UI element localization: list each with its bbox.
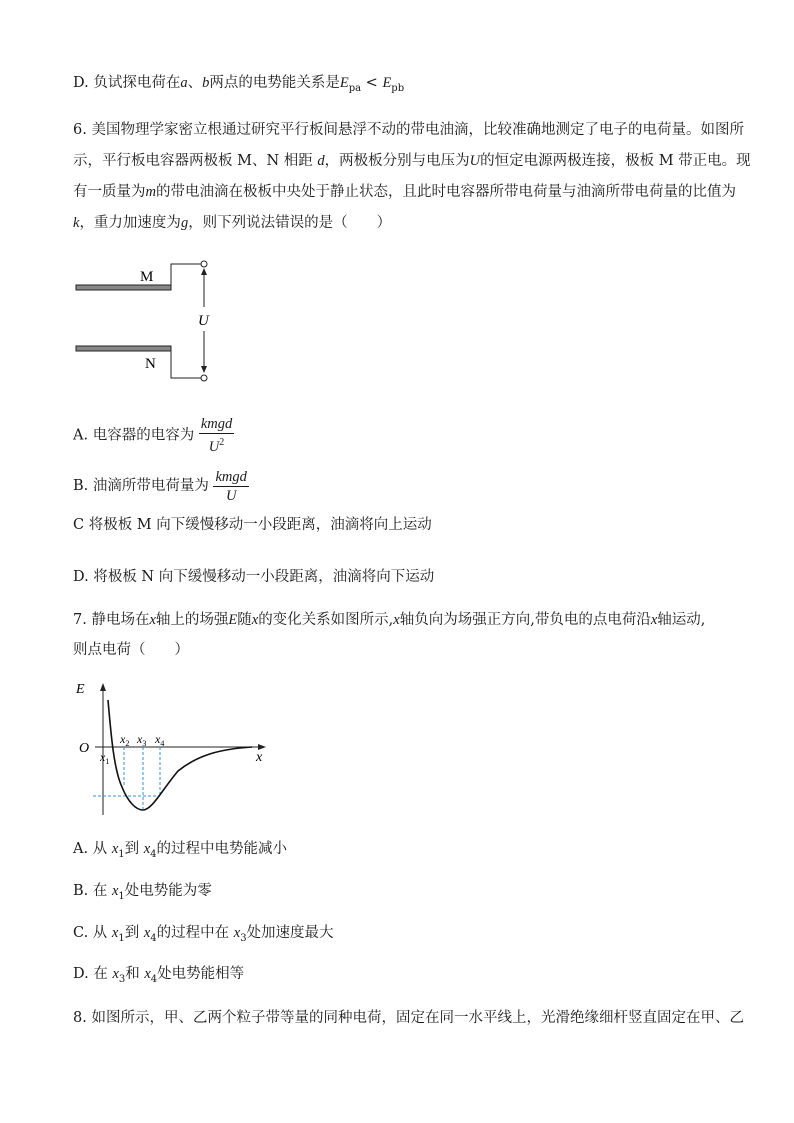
plate-M — [76, 285, 171, 290]
q7b-p2: 处电势能为零 — [124, 883, 212, 899]
var-x: x — [393, 612, 400, 628]
var-x: x — [143, 841, 151, 857]
q7-option-d — [73, 964, 244, 990]
wire-M — [171, 264, 201, 287]
label-x-axis: x — [256, 750, 263, 765]
q6-line-3-a: 有一质量为 — [73, 184, 146, 200]
q6-option-c: C 将极板 M 向下缓慢移动一小段距离，油滴将向上运动 — [73, 517, 432, 533]
label-E: E — [76, 682, 85, 697]
q5-option-d — [73, 73, 404, 99]
label-O: O — [79, 741, 90, 756]
label-x4: $x_4$ — [155, 732, 165, 748]
plate-N — [76, 346, 171, 351]
energy-a: E — [339, 75, 349, 91]
charge-numerator: kmgd — [215, 468, 247, 485]
q7-line-1-c: 随 — [237, 612, 252, 628]
q6-line-2-a: 示，平行板电容器两极板 M、N 相距 — [73, 153, 318, 169]
label-M: M — [140, 269, 154, 285]
q6-option-b — [73, 466, 249, 506]
point-a: a — [180, 75, 188, 91]
terminal-bottom — [201, 375, 207, 381]
q7a-p3: 的过程中电势能减小 — [156, 841, 288, 857]
sub: 1 — [118, 933, 125, 944]
q8-line-1: 8. 如图所示，甲、乙两个粒子带等量的同种电荷，固定在同一水平线上，光滑绝缘细杆竖直固定在甲、乙 — [73, 1010, 744, 1026]
arrow-down-head — [201, 366, 207, 373]
q7-line-1-e: 轴负向为场强正方向,带负电的点电荷沿 — [399, 612, 651, 628]
q7c-p4: 处加速度最大 — [246, 925, 334, 941]
var-x: x — [112, 966, 119, 982]
capacitance-fraction — [199, 415, 234, 456]
q5-option-d-middle: 两点的电势能关系是 — [209, 75, 340, 91]
q6-line-2-b: ，两极板分别与电压为 — [324, 153, 470, 169]
q6-line-2-c: 的恒定电源两极连接，极板 M 带正电。现 — [480, 153, 751, 169]
var-x: x — [111, 841, 119, 857]
q7a-p1: A. 从 — [73, 841, 112, 857]
q6-line-1: 6. 美国物理学家密立根通过研究平行板间悬浮不动的带电油滴，比较准确地测定了电子的电荷量。如图所 — [73, 122, 744, 138]
terminal-top — [201, 261, 207, 267]
q7-line-1-a: 7. 静电场在 — [73, 612, 150, 628]
e-axis-arrow — [100, 683, 106, 691]
label-x3: $x_3$ — [137, 732, 147, 748]
sub: 1 — [118, 849, 125, 860]
var-U: U — [469, 153, 481, 169]
sub: 4 — [150, 974, 158, 985]
label-x2: $x_2$ — [120, 732, 130, 748]
q7c-p2: 到 — [124, 925, 144, 941]
var-g: g — [180, 215, 189, 231]
q7d-p1: D. 在 — [73, 966, 113, 982]
q7a-p2: 到 — [124, 841, 144, 857]
energy-b: E — [382, 75, 392, 91]
point-b: b — [202, 75, 210, 91]
q6-line-3-b: 的带电油滴在极板中央处于静止状态，且此时电容器所带电荷量与油滴所带电荷量的比值为 — [155, 184, 736, 200]
energy-b-sub: pb — [391, 83, 405, 94]
q5-option-d-prefix: D. 负试探电荷在 — [73, 75, 181, 91]
q7c-p1: C. 从 — [73, 925, 112, 941]
q6-option-a-text: A. 电容器的电容为 — [73, 427, 195, 444]
separator: 、 — [187, 75, 203, 91]
label-N: N — [145, 356, 156, 372]
var-E: E — [228, 612, 238, 628]
var-x: x — [143, 925, 151, 941]
sub: 4 — [150, 849, 157, 860]
q7d-p2: 和 — [125, 966, 145, 982]
var-x: x — [111, 883, 119, 899]
sub: 1 — [118, 891, 125, 902]
q7-option-c — [73, 923, 334, 949]
var-x: x — [251, 612, 259, 628]
capacitance-den-exp: 2 — [219, 437, 225, 448]
q7-option-a — [73, 839, 287, 865]
var-x: x — [650, 612, 658, 628]
capacitance-numerator: kmgd — [200, 416, 233, 432]
q7b-p1: B. 在 — [73, 883, 112, 899]
sub: 3 — [118, 974, 126, 985]
var-k: k — [73, 215, 80, 231]
var-m: m — [145, 184, 156, 200]
capacitor-figure — [70, 255, 230, 390]
q6-option-b-text: B. 油滴所带电荷量为 — [73, 478, 209, 494]
label-U: U — [198, 313, 209, 329]
label-x1: $x_1$ — [100, 750, 110, 766]
sub: 4 — [150, 933, 157, 944]
less-than: < — [361, 75, 383, 91]
q7-line-1-b: 轴上的场强 — [155, 612, 229, 628]
q6-line-3 — [73, 182, 736, 202]
q6-line-2 — [73, 151, 751, 171]
var-d: d — [317, 153, 325, 169]
e-curve — [108, 700, 252, 810]
q7-line-1-d: 的变化关系如图所示, — [258, 612, 394, 628]
q6-line-4 — [73, 213, 391, 233]
q7d-p3: 处电势能相等 — [157, 966, 245, 982]
q6-line-4-a: ，重力加速度为 — [79, 215, 181, 231]
charge-denominator: U — [225, 487, 237, 504]
q7-line-1 — [73, 610, 705, 630]
q7-line-1-f: 轴运动, — [657, 612, 706, 628]
q7-option-b — [73, 881, 212, 907]
charge-fraction — [213, 468, 248, 505]
arrow-up-head — [201, 268, 207, 275]
q6-line-4-b: ，则下列说法错误的是（ ） — [188, 215, 392, 231]
q7-line-2: 则点电荷（ ） — [73, 642, 189, 658]
capacitance-denominator — [199, 434, 234, 456]
var-x: x — [111, 925, 119, 941]
field-graph — [70, 675, 280, 820]
var-x: x — [233, 925, 241, 941]
capacitance-den-base: U — [208, 439, 220, 455]
wire-N — [171, 348, 201, 378]
sub: 3 — [240, 933, 247, 944]
var-x: x — [144, 966, 151, 982]
q6-option-a — [73, 415, 234, 456]
var-x: x — [149, 612, 156, 628]
energy-a-sub: pa — [348, 83, 362, 94]
q6-option-d: D. 将极板 N 向下缓慢移动一小段距离，油滴将向下运动 — [73, 569, 435, 585]
q7c-p3: 的过程中在 — [156, 925, 234, 941]
